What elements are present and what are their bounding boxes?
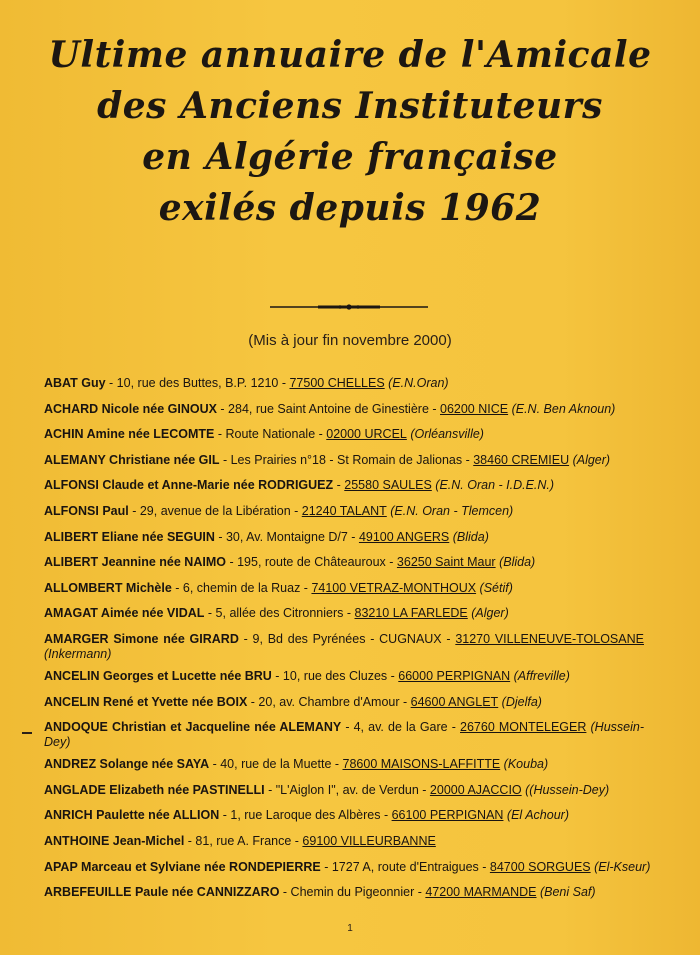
title-line: des Anciens Instituteurs [97,85,603,127]
entry-name: AMAGAT Aimée née VIDAL [44,606,205,621]
entry-city: 06200 NICE [440,401,509,416]
entry-city: 21240 TALANT [301,503,387,518]
entry-name: ALIBERT Eliane née SEGUIN [44,529,215,544]
entry-address: - "L'Aiglon I", av. de Verdun - [264,782,430,797]
entry-address: - 40, rue de la Muette - [209,757,343,772]
directory-entry [44,555,644,570]
title-line: exilés depuis 1962 [158,187,542,229]
directory-entry [44,757,644,772]
entry-address: - 9, Bd des Pyrénées - CUGNAUX - [238,631,456,646]
directory-entry [44,808,644,823]
directory-entry [44,427,644,442]
entry-name: ALFONSI Claude et Anne-Marie née RODRIGUEZ [44,478,334,493]
entry-city: 49100 ANGERS [358,529,450,544]
entry-city: 77500 CHELLES [289,376,385,390]
entry-city: 02000 URCEL [326,427,407,442]
directory-entry [44,606,644,621]
entry-name: APAP Marceau et Sylviane née RONDEPIERRE [44,859,321,874]
entry-origin: ((Hussein-Dey) [521,782,610,797]
entry-address: - Les Prairies n°18 - St Romain de Jalionas - [219,452,474,467]
entry-address: - 6, chemin de la Ruaz - [171,580,312,595]
entry-address: - 4, av. de la Gare - [341,720,461,735]
directory-entry [44,402,644,417]
entry-city: 25580 SAULES [344,478,432,493]
directory-entry [44,783,644,798]
entry-origin: (E.N. Ben Aknoun) [508,401,616,416]
entry-address: - 1727 A, route d'Entraigues - [320,859,490,874]
directory-entry [44,859,651,875]
directory-list [44,376,651,911]
entry-origin: (Inkermann) [44,646,112,661]
entry-address: - 5, allée des Citronniers - [204,606,355,621]
directory-entry [44,695,644,710]
directory-entry [44,720,644,750]
entry-city: 66100 PERPIGNAN [391,808,504,823]
entry-name: ACHARD Nicole née GINOUX [44,401,217,416]
directory-entry [44,632,644,662]
update-note: (Mis à jour fin novembre 2000) [248,332,452,349]
ornament-divider [268,302,430,312]
entry-origin: (Sétif) [476,580,513,595]
entry-name: ANCELIN René et Yvette née BOIX [44,694,248,709]
entry-name: ANDOQUE Christian et Jacqueline née ALEMANY [44,720,342,735]
title-line: Ultime annuaire de l'Amicale [48,34,652,76]
directory-entry [44,504,644,519]
entry-name: ANGLADE Elizabeth née PASTINELLI [44,782,265,797]
entry-origin: (E.N. Oran - Tlemcen) [386,503,514,518]
entry-origin: (Kouba) [500,757,549,772]
directory-entry [44,453,644,468]
entry-name: ALIBERT Jeannine née NAIMO [44,555,226,570]
page-number: 1 [347,923,353,934]
directory-entry [44,885,644,900]
entry-name: ANTHOINE Jean-Michel [44,833,185,848]
entry-origin: (Orléansville) [406,427,484,442]
entry-origin: (Alger) [569,452,611,467]
document-title [20,30,680,234]
entry-name: ABAT Guy [44,376,106,390]
entry-name: ALEMANY Christiane née GIL [44,452,220,467]
entry-origin: (Blida) [449,529,489,544]
margin-mark [22,732,32,734]
entry-origin: (Blida) [495,555,536,570]
title-line: en Algérie française [142,136,558,178]
directory-entry [44,376,644,391]
entry-address: - [333,478,345,493]
entry-address: - 10, rue des Buttes, B.P. 1210 - [105,376,290,390]
entry-origin: (Alger) [467,606,509,621]
entry-origin: (El Achour) [503,808,569,823]
directory-entry [44,478,644,493]
entry-city: 38460 CREMIEU [473,452,570,467]
entry-address: - Chemin du Pigeonnier - [279,885,426,900]
entry-origin: (E.N. Oran - I.D.E.N.) [431,478,555,493]
entry-city: 66000 PERPIGNAN [398,668,511,683]
entry-address: - Route Nationale - [214,427,327,442]
entry-city: 69100 VILLEURBANNE [302,833,436,848]
entry-name: ARBEFEUILLE Paule née CANNIZZARO [44,885,280,900]
entry-name: ACHIN Amine née LECOMTE [44,427,215,442]
entry-address: - 20, av. Chambre d'Amour - [247,694,411,709]
entry-city: 78600 MAISONS-LAFFITTE [342,757,501,772]
directory-entry [44,669,644,684]
entry-origin: (Djelfa) [498,694,542,709]
entry-city: 26760 MONTELEGER [460,720,587,735]
entry-name: ANDREZ Solange née SAYA [44,757,210,772]
entry-name: AMARGER Simone née GIRARD [44,631,239,646]
directory-entry [44,581,644,596]
entry-city: 36250 Saint Maur [396,555,496,570]
entry-city: 74100 VETRAZ-MONTHOUX [311,580,477,595]
entry-address: - 284, rue Saint Antoine de Ginestière - [216,401,440,416]
entry-address: - 1, rue Laroque des Albères - [219,808,392,823]
entry-name: ANCELIN Georges et Lucette née BRU [44,668,272,683]
entry-city: 20000 AJACCIO [429,782,522,797]
entry-origin: (El-Kseur) [590,859,651,874]
entry-origin: (Hussein-Dey) [44,720,644,750]
entry-city: 31270 VILLENEUVE-TOLOSANE [455,631,644,646]
entry-name: ALLOMBERT Michèle [44,580,172,595]
entry-city: 64600 ANGLET [410,694,499,709]
entry-name: ANRICH Paulette née ALLION [44,808,220,823]
entry-origin: (E.N.Oran) [384,376,449,390]
directory-entry [44,834,644,849]
entry-address: - 29, avenue de la Libération - [128,503,302,518]
entry-address: - 10, rue des Cluzes - [271,668,399,683]
entry-name: ALFONSI Paul [44,503,129,518]
entry-city: 47200 MARMANDE [425,885,537,900]
entry-address: - 195, route de Châteauroux - [225,555,397,570]
entry-origin: (Beni Saf) [536,885,596,900]
entry-address: - 81, rue A. France - [184,833,303,848]
entry-city: 84700 SORGUES [489,859,591,874]
entry-origin: (Affreville) [510,668,570,683]
entry-address: - 30, Av. Montaigne D/7 - [214,529,359,544]
directory-entry [44,530,644,545]
entry-city: 83210 LA FARLEDE [354,606,468,621]
